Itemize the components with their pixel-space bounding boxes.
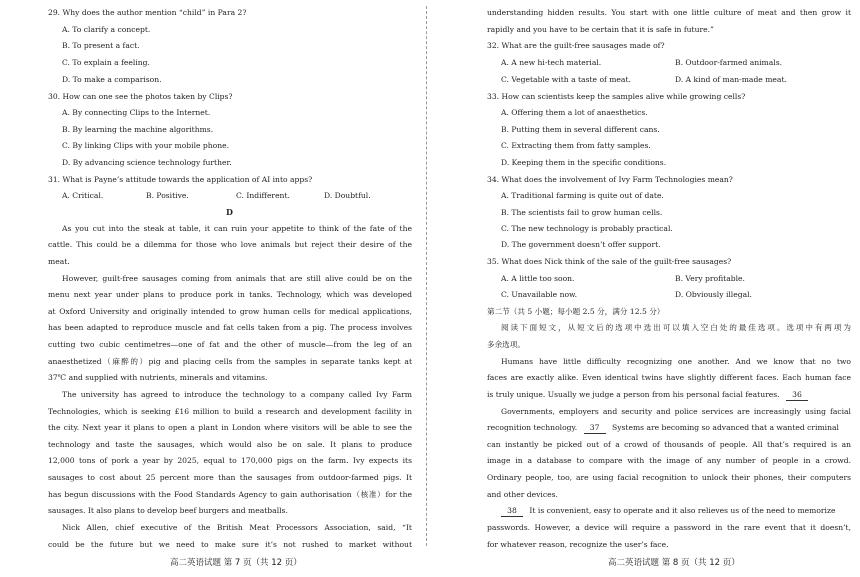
passage-line: has begun discussions with the Food Standards Agency to gain authorisation（核准）for the	[48, 490, 412, 499]
passage-line: understanding hidden results. You start with one little culture of meat and then grow it	[487, 8, 851, 17]
q35-option-c: C. Unavailable now.	[501, 290, 578, 299]
q32-option-c: C. Vegetable with a taste of meat.	[501, 75, 631, 84]
passage-line-with-blank	[487, 390, 808, 401]
passage-line: 37℃ and supplied with nutrients, minerals and vitamins.	[48, 373, 268, 382]
q32-stem: 32. What are the guilt-free sausages made of?	[487, 41, 665, 50]
passage-line: image in a database to compare with the image of any number of people in a crowd.	[487, 456, 851, 465]
passage-text: is truly unique. Usually we judge a person from his personal facial features.	[487, 390, 780, 399]
q29-option-b: B. To present a fact.	[62, 41, 140, 50]
q34-option-d: D. The government doesn’t offer support.	[501, 240, 661, 249]
q31-option-d: D. Doubtful.	[324, 191, 371, 200]
section-d-heading: D	[226, 207, 233, 217]
q30-option-c: C. By linking Clips with your mobile phone.	[62, 141, 230, 150]
q31-option-a: A. Critical.	[62, 191, 104, 200]
q29-option-a: A. To clarify a concept.	[62, 25, 151, 34]
q31-option-b: B. Positive.	[146, 191, 189, 200]
passage-line: Humans have little difficulty recognizing one another. And we know that no two	[501, 357, 851, 366]
passage-line: Ordinary people, too, are using facial recognition to unlock their phones, their computers	[487, 473, 851, 482]
passage-line-with-blank	[487, 423, 839, 434]
blank-38: 38	[501, 506, 523, 517]
passage-text: Systems are becoming so advanced that a wanted criminal	[612, 423, 839, 432]
q35-option-a: A. A little too soon.	[501, 274, 575, 283]
page-footer: 高二英语试题 第 7 页（共 12 页）	[170, 558, 302, 568]
passage-line: meat.	[48, 257, 70, 266]
passage-line: faces are exactly alike. Even identical twins have slightly different faces. Each human face	[487, 373, 851, 382]
passage-line: 12,000 tons of pork a year by 2025, equal to 170,000 pigs on the farm. Ivy expects its	[48, 456, 412, 465]
q30-stem: 30. How can one see the photos taken by Clips?	[48, 92, 233, 101]
passage-line: Governments, employers and security and police services are increasingly using facial	[501, 407, 851, 416]
passage-line: menu next year under plans to produce pork in tanks. Technology, which was developed	[48, 290, 412, 299]
q32-option-a: A. A new hi-tech material.	[501, 58, 602, 67]
passage-line: cattle. This could be a dilemma for those who love animals but reject their desire of the	[48, 240, 412, 249]
blank-36: 36	[786, 390, 808, 401]
q33-option-d: D. Keeping them in the specific conditions.	[501, 158, 667, 167]
passage-line: As you cut into the steak at table, it can ruin your appetite to think of the fate of the	[62, 224, 412, 233]
passage-line: Technologies, which is seeking £16 million to build a research and development facility in	[48, 407, 412, 416]
q33-stem: 33. How can scientists keep the samples alive while growing cells?	[487, 92, 746, 101]
passage-line: Nick Allen, chief executive of the British Meat Processors Association, said, “It	[62, 523, 412, 532]
passage-line: can instantly be picked out of a crowd of thousands of people. All that’s required is an	[487, 440, 851, 449]
passage-text: It is convenient, easy to operate and it also relieves us of the need to memorize	[529, 506, 836, 515]
passage-line: sausages. It also plans to develop beef burgers and meatballs.	[48, 506, 288, 515]
q31-stem: 31. What is Payne’s attitude towards the application of AI into apps?	[48, 175, 313, 184]
blank-37: 37	[584, 423, 606, 434]
passage-line: and other devices.	[487, 490, 558, 499]
q33-option-b: B. Putting them in several different cans.	[501, 125, 660, 134]
instruction-line: 多余选项。	[487, 340, 525, 349]
q30-option-b: B. By learning the machine algorithms.	[62, 125, 214, 134]
page-divider	[426, 6, 427, 546]
q29-option-c: C. To explain a feeling.	[62, 58, 150, 67]
passage-line: rapidly and you have to be certain that it is safe in future.”	[487, 25, 714, 34]
q34-option-c: C. The new technology is probably practical.	[501, 224, 673, 233]
passage-text: recognition technology.	[487, 423, 578, 432]
page-footer: 高二英语试题 第 8 页（共 12 页）	[608, 558, 740, 568]
q31-option-c: C. Indifferent.	[236, 191, 290, 200]
q34-stem: 34. What does the involvement of Ivy Farm Technologies mean?	[487, 175, 733, 184]
q35-stem: 35. What does Nick think of the sale of the guilt-free sausages?	[487, 257, 732, 266]
q32-option-b: B. Outdoor-farmed animals.	[675, 58, 783, 67]
q34-option-b: B. The scientists fail to grow human cells.	[501, 208, 663, 217]
q30-option-d: D. By advancing science technology further.	[62, 158, 232, 167]
q32-option-d: D. A kind of man-made meat.	[675, 75, 787, 84]
q30-option-a: A. By connecting Clips to the Internet.	[62, 108, 211, 117]
q33-option-c: C. Extracting them from fatty samples.	[501, 141, 651, 150]
passage-line: passwords. However, a device will require a password in the rare event that it doesn’t,	[487, 523, 851, 532]
passage-line: could be the future but we need to make sure it’s not rushed to market without	[48, 540, 412, 549]
q35-option-b: B. Very profitable.	[675, 274, 745, 283]
instruction-line: 阅读下面短文，从短文后的选项中选出可以填入空白处的最佳选项。选项中有两项为	[501, 323, 851, 332]
q35-option-d: D. Obviously illegal.	[675, 290, 752, 299]
passage-line: sausages to cost about 25 percent more than the sausages from outdoor-farmed pigs. It	[48, 473, 412, 482]
passage-line: has been adapted to reproduce muscle and fat cells taken from a pig. The process involves	[48, 323, 412, 332]
q34-option-a: A. Traditional farming is quite out of date.	[501, 191, 664, 200]
q29-option-d: D. To make a comparison.	[62, 75, 162, 84]
q33-option-a: A. Offering them a lot of anaesthetics.	[501, 108, 648, 117]
passage-line: technology and taste the sausages, which would also be on sale. It plans to produce	[48, 440, 412, 449]
section-2-heading: 第二节（共 5 小题；每小题 2.5 分，满分 12.5 分）	[487, 307, 665, 316]
passage-line: the city. Next year it plans to open a plant in London where visitors will be able to see the	[48, 423, 412, 432]
q29-stem: 29. Why does the author mention “child” in Para 2?	[48, 8, 247, 17]
passage-line: for whatever reason, recognize the user’s face.	[487, 540, 669, 549]
passage-line: anaesthetized（麻醉的）pig and placing cells from the samples in separate tanks kept at	[48, 357, 412, 366]
passage-line: The university has agreed to introduce the technology to a company called Ivy Farm	[62, 390, 412, 399]
passage-line: at Oxford University and originally intended to grow human cells for medical applications,	[48, 307, 412, 316]
passage-line: cutting two cubic centimetres—one of fat and the other of muscle—from the leg of an	[48, 340, 412, 349]
passage-line: However, guilt-free sausages coming from animals that are still alive could be on the	[62, 274, 412, 283]
passage-line-with-blank	[501, 506, 835, 517]
